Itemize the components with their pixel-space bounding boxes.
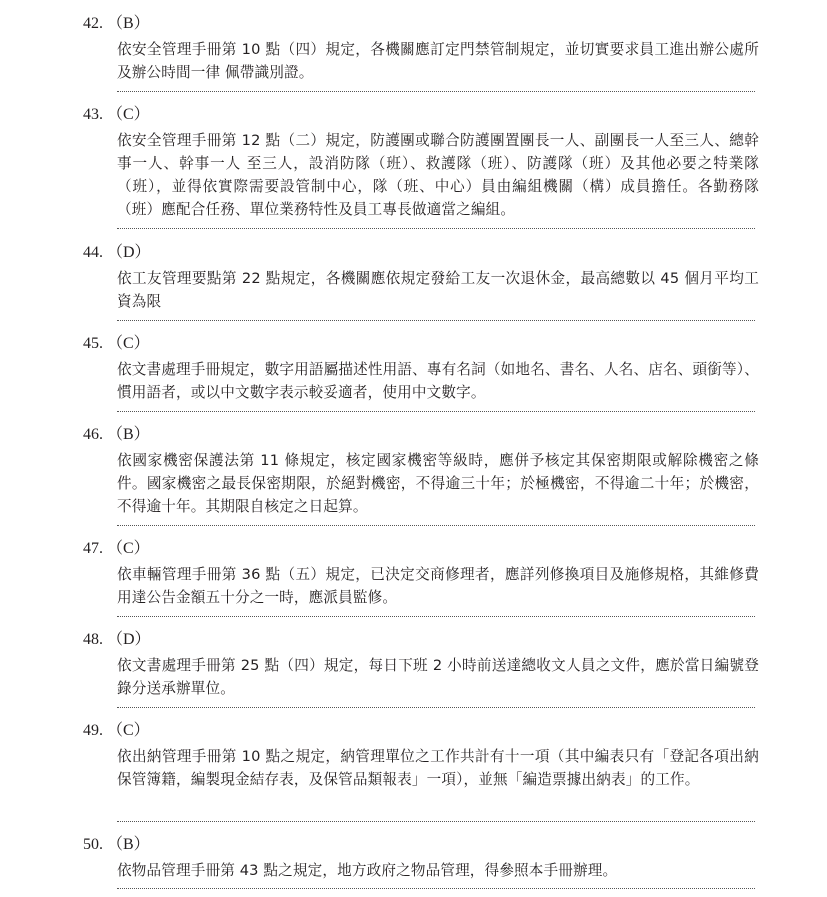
question-header xyxy=(83,722,150,740)
explanation-text: 依安全管理手冊第 10 點（四）規定，各機關應訂定門禁管制規定，並切實要求員工進出辦公處所及辦公時間一律 佩帶識別證。 xyxy=(117,41,759,81)
question-header xyxy=(83,836,150,854)
question-header xyxy=(83,426,150,444)
question-header xyxy=(83,15,150,33)
answer-choice: （C） xyxy=(107,335,150,352)
question-number: 49. xyxy=(83,722,103,739)
dotted-divider xyxy=(117,91,755,92)
dotted-divider xyxy=(117,707,755,708)
question-number: 43. xyxy=(83,106,103,123)
dotted-divider xyxy=(117,525,755,526)
dotted-divider xyxy=(117,616,755,617)
explanation-text: 依車輛管理手冊第 36 點（五）規定，已決定交商修理者，應詳列修換項目及施修規格，其維修費用達公告金額五十分之一時，應派員監修。 xyxy=(117,566,759,606)
explanation-text: 依國家機密保護法第 11 條規定，核定國家機密等級時，應併予核定其保密期限或解除機密之條件。國家機密之最長保密期限，於絕對機密，不得逾三十年；於極機密，不得逾二十年；於機密，不得逾十年。其期限自核定之日起算。 xyxy=(117,452,759,515)
question-header xyxy=(83,540,150,558)
answer-choice: （D） xyxy=(107,631,151,648)
explanation-text: 依文書處理手冊規定，數字用語屬描述性用語、專有名詞（如地名、書名、人名、店名、頭銜等）、慣用語者，或以中文數字表示較妥適者，使用中文數字。 xyxy=(117,361,759,401)
dotted-divider xyxy=(117,888,755,889)
question-number: 48. xyxy=(83,631,103,648)
question-number: 42. xyxy=(83,15,103,32)
question-number: 46. xyxy=(83,426,103,443)
answer-choice: （B） xyxy=(107,15,150,32)
question-header xyxy=(83,106,150,124)
dotted-divider xyxy=(117,821,755,822)
answer-choice: （C） xyxy=(107,106,150,123)
explanation-text: 依工友管理要點第 22 點規定，各機關應依規定發給工友一次退休金，最高總數以 45 個月平均工資為限 xyxy=(117,270,759,310)
dotted-divider xyxy=(117,411,755,412)
question-header xyxy=(83,335,150,353)
question-number: 44. xyxy=(83,244,103,261)
answer-choice: （C） xyxy=(107,722,150,739)
answer-choice: （D） xyxy=(107,244,151,261)
question-header xyxy=(83,244,151,262)
answer-choice: （C） xyxy=(107,540,150,557)
explanation-text: 依文書處理手冊第 25 點（四）規定，每日下班 2 小時前送達總收文人員之文件，應於當日編號登錄分送承辦單位。 xyxy=(117,657,759,697)
question-header xyxy=(83,631,151,649)
explanation-text: 依物品管理手冊第 43 點之規定，地方政府之物品管理，得參照本手冊辦理。 xyxy=(117,862,618,879)
answer-choice: （B） xyxy=(107,426,150,443)
explanation-text: 依出納管理手冊第 10 點之規定，納管理單位之工作共計有十一項（其中編表只有「登記各項出納保管簿籍，編製現金結存表，及保管品類報表」一項），並無「編造票據出納表」的工作。 xyxy=(117,748,759,788)
dotted-divider xyxy=(117,320,755,321)
dotted-divider xyxy=(117,228,755,229)
question-number: 50. xyxy=(83,836,103,853)
answer-choice: （B） xyxy=(107,836,150,853)
question-number: 45. xyxy=(83,335,103,352)
explanation-text: 依安全管理手冊第 12 點（二）規定，防護團或聯合防護團置團長一人、副團長一人至三人、總幹事一人、幹事一人 至三人，設消防隊（班）、救護隊（班）、防護隊（班）及其他必要之特業隊（班），並得依實際需要設管制中心，隊（班、中心）員由編組機關（構）成員擔任。各勤務隊（班）應配合任務、單位業務特性及員工專長做適當之編組。 xyxy=(117,132,759,218)
question-number: 47. xyxy=(83,540,103,557)
